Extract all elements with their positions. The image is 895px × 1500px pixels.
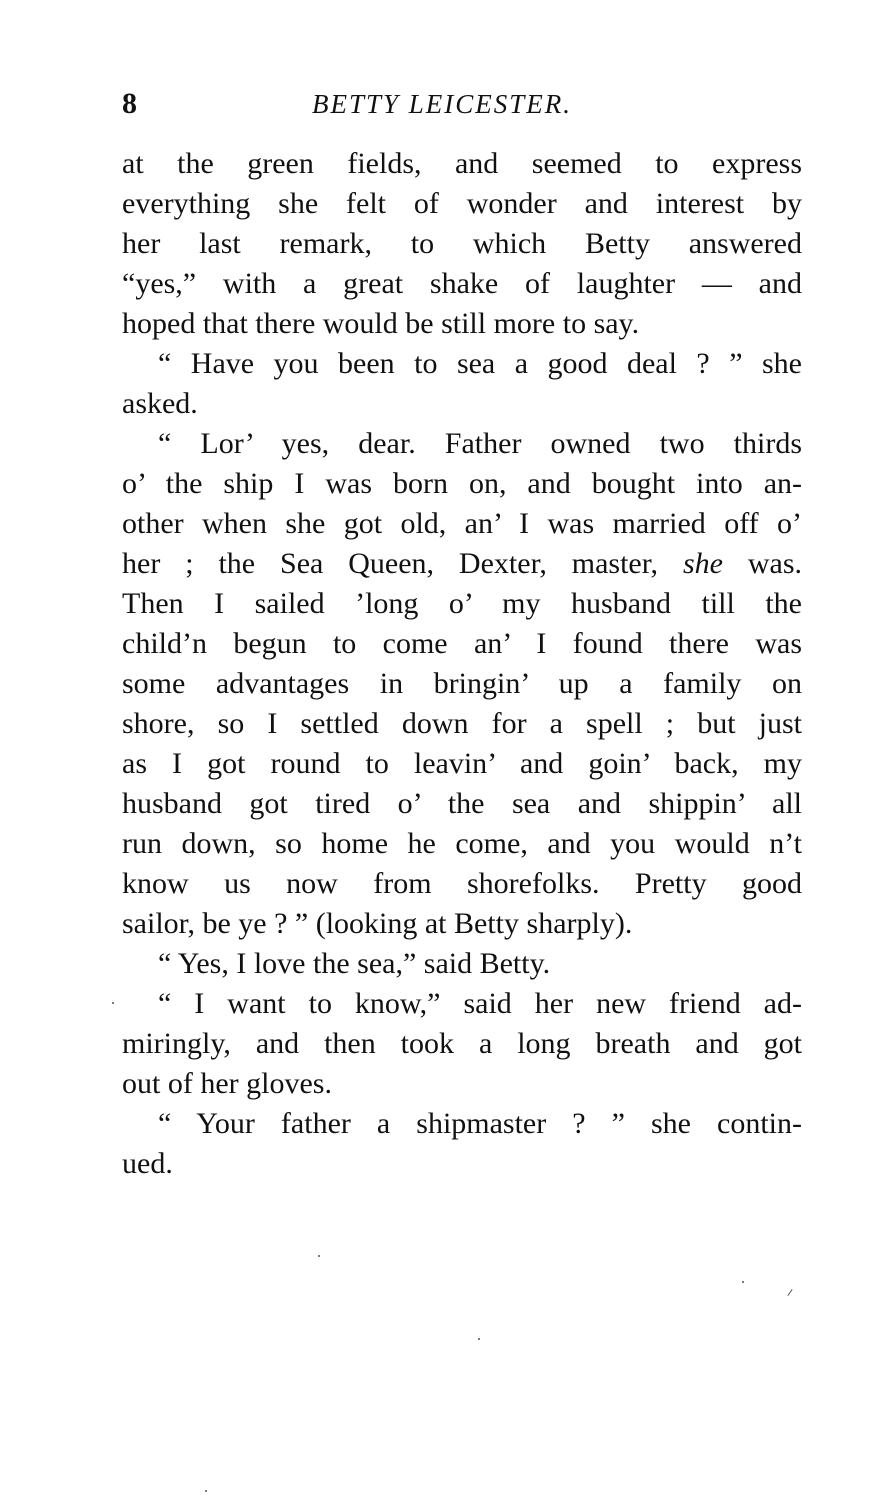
text-line: miringly, and then took a long breath and got — [122, 1027, 802, 1060]
text-line: other when she got old, an’ I was married off o’ — [122, 507, 802, 540]
paper-speck — [742, 1281, 744, 1283]
text-line: “ I want to know,” said her new friend ad- — [158, 987, 802, 1020]
text-line: at the green fields, and seemed to express — [122, 147, 802, 180]
text-line: asked. — [122, 387, 198, 420]
text-line: “ Yes, I love the sea,” said Betty. — [158, 947, 551, 980]
text-line: know us now from shorefolks. Pretty good — [122, 867, 802, 900]
text-line: her last remark, to which Betty answered — [122, 227, 802, 260]
text-line: husband got tired o’ the sea and shippin’ all — [122, 787, 802, 820]
body-text — [122, 144, 802, 1184]
paper-speck — [205, 1490, 207, 1492]
text-line: child’n begun to come an’ I found there was — [122, 627, 802, 660]
text-line — [122, 544, 802, 584]
text-line: hoped that there would be still more to say. — [122, 307, 640, 340]
running-head — [122, 84, 802, 124]
text-line: as I got round to leavin’ and goin’ back, my — [122, 747, 802, 780]
text-line: out of her gloves. — [122, 1067, 332, 1100]
text-line: o’ the ship I was born on, and bought into an- — [122, 467, 802, 500]
text-line: “ Your father a shipmaster ? ” she contin- — [158, 1107, 802, 1140]
text-line: some advantages in bringin’ up a family on — [122, 667, 802, 700]
paper-speck — [478, 1338, 480, 1340]
running-title: BETTY LEICESTER. — [312, 89, 573, 119]
text-line: everything she felt of wonder and interest by — [122, 187, 802, 220]
text-line: ued. — [122, 1147, 173, 1180]
line-segment: her ; the Sea Queen, Dexter, master, — [122, 547, 683, 580]
text-line: “yes,” with a great shake of laughter — and — [122, 267, 802, 300]
text-line: shore, so I settled down for a spell ; but just — [122, 707, 802, 740]
paper-speck — [318, 1255, 320, 1257]
line-segment: was. — [722, 547, 802, 580]
text-line: “ Lor’ yes, dear. Father owned two thirds — [158, 427, 802, 460]
text-line: run down, so home he come, and you would n’t — [122, 827, 802, 860]
paper-speck — [787, 1289, 792, 1296]
text-line: “ Have you been to sea a good deal ? ” she — [158, 347, 802, 380]
italic-word: she — [682, 547, 723, 580]
page-number: 8 — [122, 87, 137, 120]
text-line: sailor, be ye ? ” (looking at Betty sharply). — [122, 907, 633, 940]
text-line: Then I sailed ’long o’ my husband till the — [122, 587, 802, 620]
paper-speck — [112, 1002, 114, 1004]
